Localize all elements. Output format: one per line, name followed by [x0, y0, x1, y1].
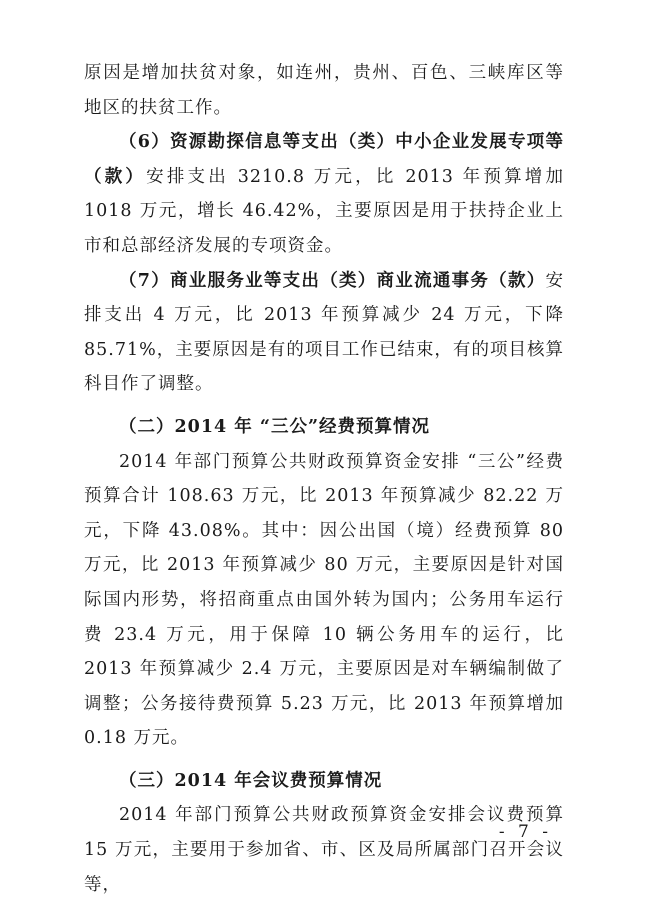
item-7-text: 安排支出 4 万元，比 2013 年预算减少 24 万元，下降 85.71%，主要原因是有的项目工作已结束，有的项目核算科目作了调整。	[84, 270, 564, 395]
section-heading-meeting-fees: （三）2014 年会议费预算情况	[119, 770, 383, 791]
paragraph-poverty-reason: 原因是增加扶贫对象，如连州，贵州、百色、三峡库区等地区的扶贫工作。	[84, 63, 564, 118]
paragraph-resource-exploration	[84, 125, 564, 263]
paragraph-meeting-fees: 2014 年部门预算公共财政预算资金安排会议费预算 15 万元，主要用于参加省、市、区及局所属部门召开会议等，	[84, 805, 564, 895]
page-number: - 7 -	[498, 822, 552, 842]
paragraph-commerce-services	[84, 264, 564, 402]
item-6-heading: （6）资源勘探信息等支出（类）中小企业发展专项等（款）	[84, 132, 564, 187]
item-6-text: 安排支出 3210.8 万元，比 2013 年预算增加 1018 万元，增长 46.42%，主要原因是用于扶持企业上市和总部经济发展的专项资金。	[84, 166, 565, 256]
paragraph-three-public-budget: 2014 年部门预算公共财政预算资金安排 “三公”经费预算合计 108.63 万元，比 2013 年预算减少 82.22 万元，下降 43.08%。其中：因公出国（境）经费预算 80 万元，比 2013 年预算减少 80 万元，主要原因是针对国际国内形势，将招商重点由国外转为国内；公务用车运行费 23.4 万元，用于保障 10 辆公务用车的运行，比 2013 年预算减少 2.4 万元，主要原因是对车辆编制做了调整；公务接待费预算 5.23 万元，比 2013 年预算增加 0.18 万元。	[84, 451, 564, 749]
item-7-heading: （7）商业服务业等支出（类）商业流通事务（款）	[119, 270, 546, 291]
section-heading-three-public: （二）2014 年 “三公”经费预算情况	[119, 416, 431, 437]
